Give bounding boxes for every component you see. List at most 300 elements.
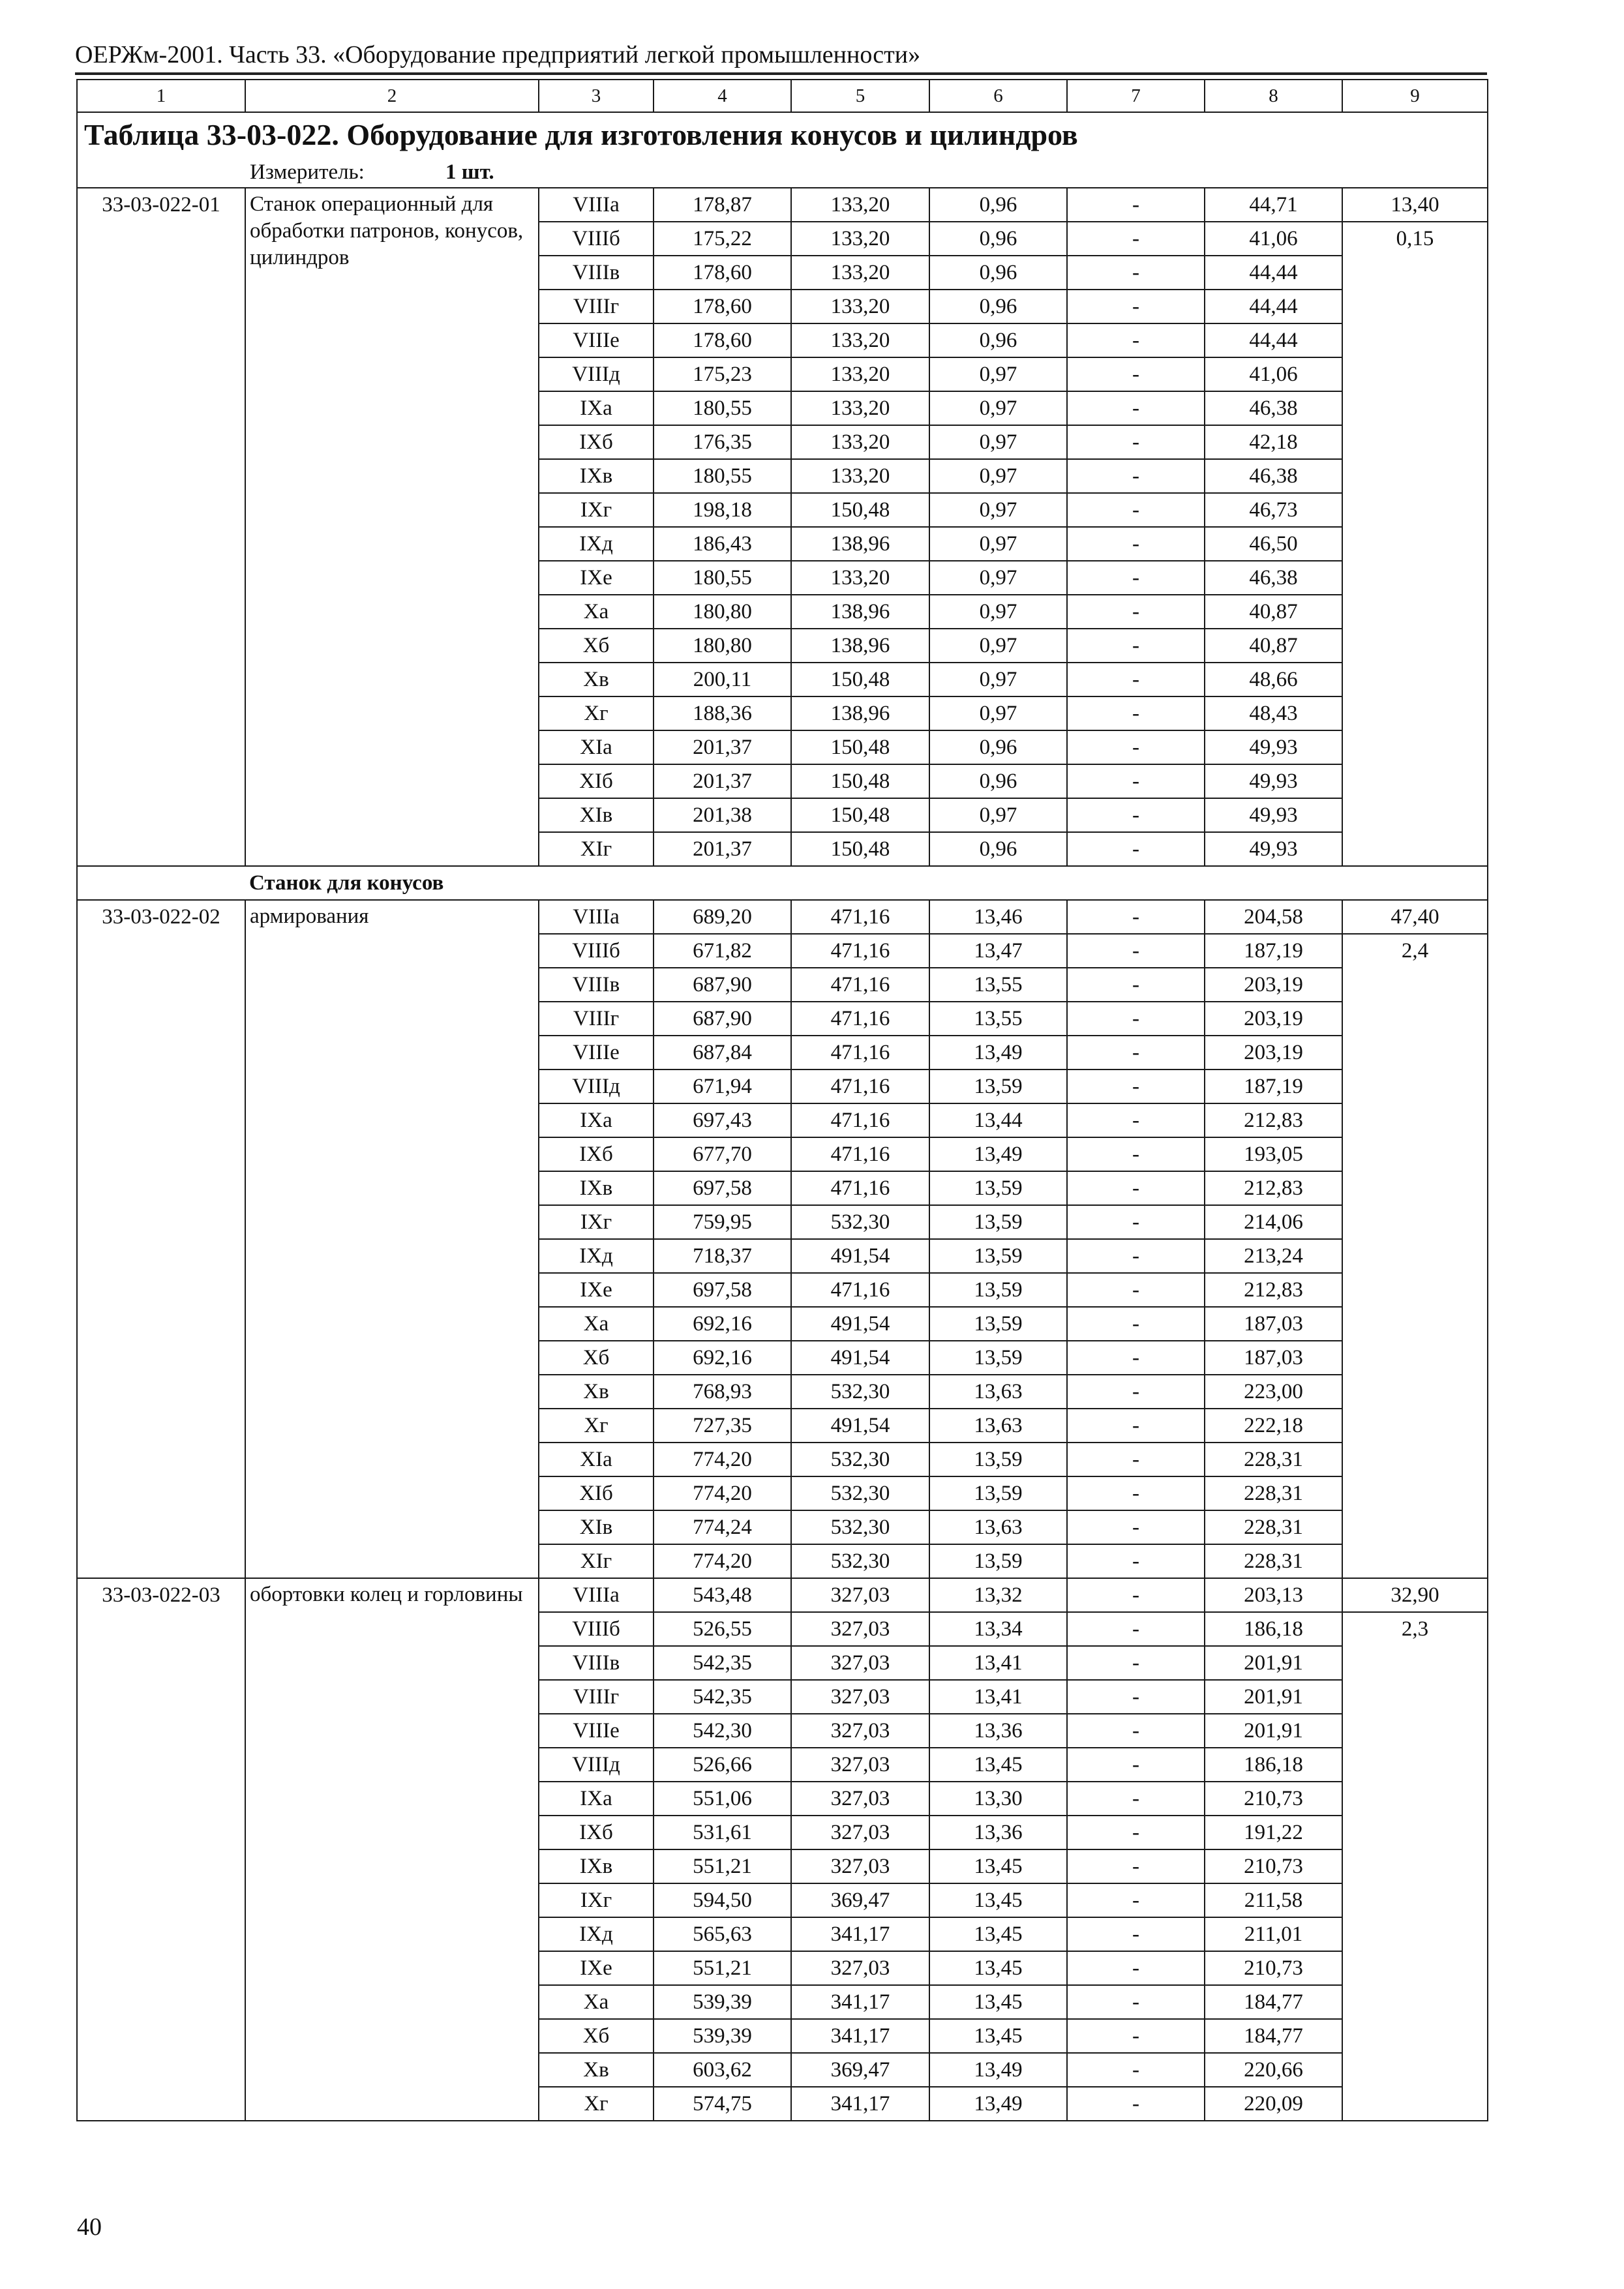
value-cell: 526,55 — [654, 1612, 791, 1646]
value-cell: 327,03 — [791, 1680, 929, 1714]
value-cell: - — [1067, 934, 1205, 968]
value-cell: 0,97 — [929, 425, 1067, 459]
value-cell: 178,87 — [654, 188, 791, 222]
measure-row — [77, 157, 1488, 188]
value-cell: 774,24 — [654, 1510, 791, 1544]
zone-cell: XIв — [539, 1510, 654, 1544]
value-cell: - — [1067, 696, 1205, 730]
value-cell: 150,48 — [791, 663, 929, 696]
col9-top: 13,40 — [1342, 188, 1488, 222]
value-cell: - — [1067, 1510, 1205, 1544]
value-cell: 186,43 — [654, 527, 791, 561]
value-cell: - — [1067, 1646, 1205, 1680]
value-cell: 133,20 — [791, 561, 929, 595]
zone-cell: IXд — [539, 1239, 654, 1273]
zone-cell: VIIIе — [539, 1714, 654, 1748]
group-subheading: Станок для конусов — [245, 866, 1488, 900]
value-cell: 213,24 — [1205, 1239, 1342, 1273]
value-cell: 44,44 — [1205, 290, 1342, 323]
value-cell: 13,63 — [929, 1510, 1067, 1544]
page-number: 40 — [77, 2213, 102, 2241]
value-cell: 697,43 — [654, 1103, 791, 1137]
value-cell: - — [1067, 730, 1205, 764]
value-cell: - — [1067, 1849, 1205, 1883]
value-cell: 223,00 — [1205, 1375, 1342, 1409]
value-cell: 150,48 — [791, 832, 929, 866]
value-cell: 178,60 — [654, 290, 791, 323]
value-cell: 471,16 — [791, 1070, 929, 1103]
value-cell: 44,71 — [1205, 188, 1342, 222]
value-cell: - — [1067, 1544, 1205, 1578]
value-cell: 539,39 — [654, 1985, 791, 2019]
value-cell: 0,97 — [929, 527, 1067, 561]
value-cell: 201,91 — [1205, 1714, 1342, 1748]
value-cell: - — [1067, 798, 1205, 832]
value-cell: 491,54 — [791, 1409, 929, 1443]
column-number: 9 — [1342, 80, 1488, 112]
value-cell: 187,19 — [1205, 1070, 1342, 1103]
value-cell: 565,63 — [654, 1917, 791, 1951]
value-cell: 13,41 — [929, 1646, 1067, 1680]
value-cell: 13,45 — [929, 1985, 1067, 2019]
column-number: 1 — [77, 80, 245, 112]
value-cell: 0,96 — [929, 188, 1067, 222]
value-cell: - — [1067, 527, 1205, 561]
zone-cell: XIв — [539, 798, 654, 832]
value-cell: 133,20 — [791, 323, 929, 357]
value-cell: 13,59 — [929, 1476, 1067, 1510]
zone-cell: IXа — [539, 1103, 654, 1137]
zone-cell: IXг — [539, 1205, 654, 1239]
value-cell: - — [1067, 1002, 1205, 1036]
value-cell: 13,44 — [929, 1103, 1067, 1137]
value-cell: 13,36 — [929, 1816, 1067, 1849]
value-cell: 531,61 — [654, 1816, 791, 1849]
value-cell: 13,45 — [929, 1748, 1067, 1782]
price-table — [76, 79, 1488, 2121]
col9-bottom: 2,4 — [1342, 934, 1488, 1578]
value-cell: - — [1067, 968, 1205, 1002]
value-cell: 327,03 — [791, 1748, 929, 1782]
column-number: 6 — [929, 80, 1067, 112]
value-cell: 48,43 — [1205, 696, 1342, 730]
value-cell: 13,59 — [929, 1341, 1067, 1375]
value-cell: 532,30 — [791, 1544, 929, 1578]
value-cell: 341,17 — [791, 2019, 929, 2053]
value-cell: 0,97 — [929, 493, 1067, 527]
value-cell: 0,96 — [929, 222, 1067, 256]
value-cell: 178,60 — [654, 256, 791, 290]
value-cell: 692,16 — [654, 1341, 791, 1375]
value-cell: 220,66 — [1205, 2053, 1342, 2087]
value-cell: - — [1067, 832, 1205, 866]
value-cell: 138,96 — [791, 527, 929, 561]
value-cell: 46,50 — [1205, 527, 1342, 561]
column-number: 5 — [791, 80, 929, 112]
value-cell: 46,73 — [1205, 493, 1342, 527]
value-cell: 551,06 — [654, 1782, 791, 1816]
value-cell: 201,91 — [1205, 1680, 1342, 1714]
zone-cell: IXв — [539, 1171, 654, 1205]
value-cell: 13,41 — [929, 1680, 1067, 1714]
value-cell: 13,59 — [929, 1443, 1067, 1476]
zone-cell: VIIIв — [539, 256, 654, 290]
value-cell: - — [1067, 764, 1205, 798]
value-cell: 46,38 — [1205, 459, 1342, 493]
value-cell: - — [1067, 1341, 1205, 1375]
value-cell: 697,58 — [654, 1273, 791, 1307]
value-cell: 687,90 — [654, 968, 791, 1002]
zone-cell: IXд — [539, 1917, 654, 1951]
value-cell: 774,20 — [654, 1544, 791, 1578]
zone-cell: VIIIд — [539, 1070, 654, 1103]
value-cell: 471,16 — [791, 900, 929, 934]
value-cell: 471,16 — [791, 934, 929, 968]
value-cell: 203,13 — [1205, 1578, 1342, 1612]
value-cell: 13,59 — [929, 1171, 1067, 1205]
value-cell: 341,17 — [791, 1985, 929, 2019]
zone-cell: IXг — [539, 1883, 654, 1917]
column-number: 8 — [1205, 80, 1342, 112]
value-cell: 228,31 — [1205, 1443, 1342, 1476]
table-row — [77, 188, 1488, 222]
value-cell: - — [1067, 1476, 1205, 1510]
value-cell: 13,46 — [929, 900, 1067, 934]
value-cell: - — [1067, 1883, 1205, 1917]
col9-bottom: 0,15 — [1342, 222, 1488, 866]
value-cell: 187,03 — [1205, 1307, 1342, 1341]
value-cell: - — [1067, 1985, 1205, 2019]
value-cell: 13,30 — [929, 1782, 1067, 1816]
value-cell: - — [1067, 1205, 1205, 1239]
value-cell: 228,31 — [1205, 1476, 1342, 1510]
value-cell: 727,35 — [654, 1409, 791, 1443]
column-number: 7 — [1067, 80, 1205, 112]
value-cell: 697,58 — [654, 1171, 791, 1205]
value-cell: 13,59 — [929, 1273, 1067, 1307]
value-cell: 532,30 — [791, 1205, 929, 1239]
value-cell: 133,20 — [791, 459, 929, 493]
zone-cell: IXб — [539, 425, 654, 459]
value-cell: 41,06 — [1205, 357, 1342, 391]
value-cell: 198,18 — [654, 493, 791, 527]
value-cell: 13,47 — [929, 934, 1067, 968]
value-cell: 176,35 — [654, 425, 791, 459]
value-cell: 13,45 — [929, 1883, 1067, 1917]
value-cell: 768,93 — [654, 1375, 791, 1409]
value-cell: 46,38 — [1205, 391, 1342, 425]
value-cell: 471,16 — [791, 1036, 929, 1070]
value-cell: - — [1067, 1782, 1205, 1816]
value-cell: 0,96 — [929, 290, 1067, 323]
value-cell: 542,35 — [654, 1646, 791, 1680]
value-cell: 341,17 — [791, 1917, 929, 1951]
value-cell: 687,84 — [654, 1036, 791, 1070]
value-cell: 44,44 — [1205, 256, 1342, 290]
zone-cell: Xг — [539, 1409, 654, 1443]
value-cell: 138,96 — [791, 595, 929, 629]
value-cell: 692,16 — [654, 1307, 791, 1341]
value-cell: 539,39 — [654, 2019, 791, 2053]
value-cell: 44,44 — [1205, 323, 1342, 357]
item-code: 33-03-022-02 — [77, 900, 245, 1578]
value-cell: 41,06 — [1205, 222, 1342, 256]
value-cell: 13,45 — [929, 2019, 1067, 2053]
zone-cell: VIIIд — [539, 1748, 654, 1782]
zone-cell: VIIIб — [539, 222, 654, 256]
value-cell: 49,93 — [1205, 832, 1342, 866]
value-cell: 671,82 — [654, 934, 791, 968]
column-number: 4 — [654, 80, 791, 112]
value-cell: 603,62 — [654, 2053, 791, 2087]
zone-cell: VIIIе — [539, 323, 654, 357]
zone-cell: Xв — [539, 1375, 654, 1409]
value-cell: 40,87 — [1205, 595, 1342, 629]
value-cell: 203,19 — [1205, 968, 1342, 1002]
value-cell: 201,37 — [654, 764, 791, 798]
value-cell: - — [1067, 1680, 1205, 1714]
value-cell: 471,16 — [791, 1137, 929, 1171]
zone-cell: IXа — [539, 391, 654, 425]
value-cell: - — [1067, 1748, 1205, 1782]
value-cell: 0,97 — [929, 357, 1067, 391]
value-cell: 491,54 — [791, 1239, 929, 1273]
zone-cell: XIг — [539, 832, 654, 866]
value-cell: 46,38 — [1205, 561, 1342, 595]
value-cell: 191,22 — [1205, 1816, 1342, 1849]
zone-cell: IXе — [539, 1273, 654, 1307]
zone-cell: Xг — [539, 696, 654, 730]
value-cell: 491,54 — [791, 1307, 929, 1341]
value-cell: 689,20 — [654, 900, 791, 934]
value-cell: 48,66 — [1205, 663, 1342, 696]
value-cell: 327,03 — [791, 1646, 929, 1680]
value-cell: 186,18 — [1205, 1612, 1342, 1646]
value-cell: 150,48 — [791, 764, 929, 798]
value-cell: - — [1067, 1103, 1205, 1137]
zone-cell: VIIIа — [539, 188, 654, 222]
value-cell: 551,21 — [654, 1951, 791, 1985]
value-cell: 184,77 — [1205, 1985, 1342, 2019]
value-cell: 150,48 — [791, 730, 929, 764]
value-cell: 49,93 — [1205, 798, 1342, 832]
item-code: 33-03-022-03 — [77, 1578, 245, 2121]
value-cell: 133,20 — [791, 256, 929, 290]
value-cell: 13,59 — [929, 1307, 1067, 1341]
zone-cell: Xб — [539, 629, 654, 663]
value-cell: 0,97 — [929, 663, 1067, 696]
value-cell: 327,03 — [791, 1849, 929, 1883]
zone-cell: VIIIб — [539, 1612, 654, 1646]
item-name: Станок операционный для обработки патронов, конусов, цилиндров — [245, 188, 539, 866]
value-cell: 551,21 — [654, 1849, 791, 1883]
value-cell: - — [1067, 1612, 1205, 1646]
value-cell: 49,93 — [1205, 730, 1342, 764]
value-cell: 13,36 — [929, 1714, 1067, 1748]
value-cell: 471,16 — [791, 1171, 929, 1205]
value-cell: - — [1067, 1171, 1205, 1205]
value-cell: 150,48 — [791, 798, 929, 832]
value-cell: - — [1067, 2019, 1205, 2053]
subheading-row — [77, 866, 1488, 900]
value-cell: 203,19 — [1205, 1002, 1342, 1036]
value-cell: 180,55 — [654, 391, 791, 425]
zone-cell: XIг — [539, 1544, 654, 1578]
value-cell: 13,45 — [929, 1917, 1067, 1951]
value-cell: 13,49 — [929, 2053, 1067, 2087]
value-cell: - — [1067, 1375, 1205, 1409]
item-name: армирования — [245, 900, 539, 1578]
value-cell: - — [1067, 357, 1205, 391]
value-cell: 13,45 — [929, 1951, 1067, 1985]
value-cell: 13,34 — [929, 1612, 1067, 1646]
zone-cell: Xв — [539, 663, 654, 696]
zone-cell: IXа — [539, 1782, 654, 1816]
value-cell: - — [1067, 2087, 1205, 2121]
zone-cell: IXб — [539, 1816, 654, 1849]
value-cell: 186,18 — [1205, 1748, 1342, 1782]
value-cell: 542,30 — [654, 1714, 791, 1748]
col9-top: 47,40 — [1342, 900, 1488, 934]
value-cell: 491,54 — [791, 1341, 929, 1375]
value-cell: 0,97 — [929, 391, 1067, 425]
value-cell: 193,05 — [1205, 1137, 1342, 1171]
value-cell: 180,55 — [654, 459, 791, 493]
value-cell: 211,58 — [1205, 1883, 1342, 1917]
value-cell: 180,80 — [654, 629, 791, 663]
value-cell: - — [1067, 663, 1205, 696]
value-cell: 471,16 — [791, 968, 929, 1002]
value-cell: 13,59 — [929, 1544, 1067, 1578]
value-cell: 133,20 — [791, 391, 929, 425]
value-cell: 542,35 — [654, 1680, 791, 1714]
table-title: Таблица 33-03-022. Оборудование для изготовления конусов и цилиндров — [77, 112, 1488, 157]
value-cell: 718,37 — [654, 1239, 791, 1273]
value-cell: 133,20 — [791, 357, 929, 391]
value-cell: - — [1067, 595, 1205, 629]
value-cell: 759,95 — [654, 1205, 791, 1239]
value-cell: 677,70 — [654, 1137, 791, 1171]
value-cell: 150,48 — [791, 493, 929, 527]
value-cell: 13,49 — [929, 1137, 1067, 1171]
value-cell: 0,97 — [929, 629, 1067, 663]
table-title-row — [77, 112, 1488, 157]
subheading-spacer — [77, 866, 245, 900]
zone-cell: VIIIб — [539, 934, 654, 968]
value-cell: 42,18 — [1205, 425, 1342, 459]
zone-cell: Xа — [539, 1307, 654, 1341]
value-cell: 133,20 — [791, 188, 929, 222]
zone-cell: VIIIг — [539, 290, 654, 323]
zone-cell: Xг — [539, 2087, 654, 2121]
value-cell: 133,20 — [791, 425, 929, 459]
zone-cell: XIб — [539, 764, 654, 798]
value-cell: - — [1067, 1307, 1205, 1341]
value-cell: - — [1067, 1917, 1205, 1951]
col9-bottom: 2,3 — [1342, 1612, 1488, 2121]
value-cell: 0,97 — [929, 561, 1067, 595]
value-cell: - — [1067, 1273, 1205, 1307]
value-cell: 212,83 — [1205, 1273, 1342, 1307]
value-cell: - — [1067, 391, 1205, 425]
value-cell: - — [1067, 459, 1205, 493]
value-cell: 222,18 — [1205, 1409, 1342, 1443]
value-cell: 184,77 — [1205, 2019, 1342, 2053]
value-cell: 138,96 — [791, 629, 929, 663]
zone-cell: VIIIг — [539, 1002, 654, 1036]
value-cell: 13,32 — [929, 1578, 1067, 1612]
column-number: 3 — [539, 80, 654, 112]
value-cell: 212,83 — [1205, 1171, 1342, 1205]
zone-cell: IXе — [539, 1951, 654, 1985]
measure-label: Измеритель: — [250, 160, 365, 184]
value-cell: 13,55 — [929, 1002, 1067, 1036]
value-cell: 369,47 — [791, 2053, 929, 2087]
value-cell: 201,38 — [654, 798, 791, 832]
value-cell: 220,09 — [1205, 2087, 1342, 2121]
value-cell: 187,03 — [1205, 1341, 1342, 1375]
value-cell: - — [1067, 256, 1205, 290]
value-cell: 175,22 — [654, 222, 791, 256]
value-cell: 201,37 — [654, 832, 791, 866]
value-cell: 0,97 — [929, 595, 1067, 629]
value-cell: 13,59 — [929, 1205, 1067, 1239]
value-cell: 369,47 — [791, 1883, 929, 1917]
value-cell: 175,23 — [654, 357, 791, 391]
value-cell: - — [1067, 1070, 1205, 1103]
value-cell: 214,06 — [1205, 1205, 1342, 1239]
zone-cell: IXд — [539, 527, 654, 561]
table-row — [77, 1578, 1488, 1612]
value-cell: 188,36 — [654, 696, 791, 730]
value-cell: - — [1067, 222, 1205, 256]
zone-cell: XIа — [539, 1443, 654, 1476]
zone-cell: Xв — [539, 2053, 654, 2087]
value-cell: 13,59 — [929, 1070, 1067, 1103]
value-cell: 13,63 — [929, 1375, 1067, 1409]
value-cell: 0,96 — [929, 764, 1067, 798]
zone-cell: VIIIд — [539, 357, 654, 391]
value-cell: - — [1067, 493, 1205, 527]
zone-cell: VIIIв — [539, 1646, 654, 1680]
value-cell: 327,03 — [791, 1782, 929, 1816]
zone-cell: Xб — [539, 1341, 654, 1375]
measure-value: 1 шт. — [445, 160, 494, 184]
value-cell: 40,87 — [1205, 629, 1342, 663]
value-cell: 0,96 — [929, 256, 1067, 290]
zone-cell: VIIIе — [539, 1036, 654, 1070]
value-cell: - — [1067, 900, 1205, 934]
value-cell: - — [1067, 425, 1205, 459]
value-cell: - — [1067, 1443, 1205, 1476]
value-cell: 13,45 — [929, 1849, 1067, 1883]
zone-cell: IXе — [539, 561, 654, 595]
value-cell: - — [1067, 1409, 1205, 1443]
zone-cell: IXг — [539, 493, 654, 527]
value-cell: 471,16 — [791, 1002, 929, 1036]
value-cell: 574,75 — [654, 2087, 791, 2121]
zone-cell: XIа — [539, 730, 654, 764]
value-cell: 0,97 — [929, 459, 1067, 493]
value-cell: - — [1067, 1137, 1205, 1171]
zone-cell: VIIIа — [539, 1578, 654, 1612]
value-cell: 133,20 — [791, 290, 929, 323]
value-cell: 687,90 — [654, 1002, 791, 1036]
value-cell: 178,60 — [654, 323, 791, 357]
value-cell: 0,96 — [929, 323, 1067, 357]
value-cell: 138,96 — [791, 696, 929, 730]
column-number: 2 — [245, 80, 539, 112]
